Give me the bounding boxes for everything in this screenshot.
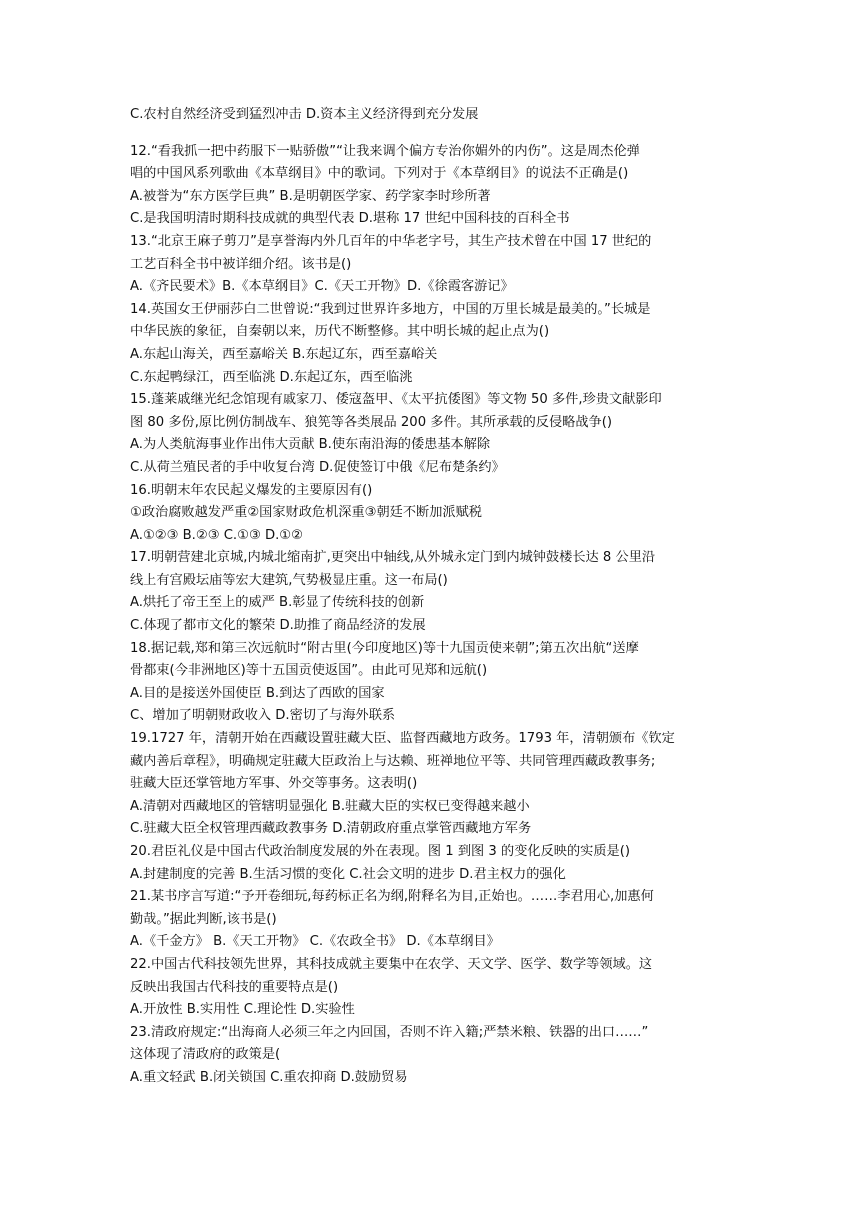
text-line: A.重文轻武 B.闭关锁国 C.重农抑商 D.鼓励贸易 bbox=[130, 1069, 408, 1085]
text-line: 驻藏大臣还掌管地方军事、外交等事务。这表明() bbox=[130, 776, 418, 792]
text-line: 23.清政府规定:“出海商人必须三年之内回国，否则不许入籍;严禁米粮、铁器的出口……” bbox=[130, 1024, 649, 1040]
text-line: 工艺百科全书中被详细介绍。该书是() bbox=[130, 256, 352, 272]
text-line: A.烘托了帝王至上的威严 B.彰显了传统科技的创新 bbox=[130, 595, 425, 611]
text-line: 20.君臣礼仪是中国古代政治制度发展的外在表现。图 1 到图 3 的变化反映的实质是() bbox=[130, 844, 630, 859]
text-line: A.清朝对西藏地区的管辖明显强化 B.驻藏大臣的实权已变得越来越小 bbox=[130, 798, 530, 814]
text-line: A.为人类航海事业作出伟大贡献 B.使东南沿海的倭患基本解除 bbox=[130, 437, 491, 453]
text-line: C.体现了都市文化的繁荣 D.助推了商品经济的发展 bbox=[130, 618, 426, 634]
text-line: 22.中国古代科技领先世界，其科技成就主要集中在农学、天文学、医学、数学等领域。这 bbox=[130, 956, 653, 972]
text-line: A.①②③ B.②③ C.①③ D.①② bbox=[130, 527, 303, 543]
text-line: A.东起山海关，西至嘉峪关 B.东起辽东，西至嘉峪关 bbox=[130, 346, 438, 362]
text-line: 骨都束(今非洲地区)等十五国贡使返国”。由此可见郑和远航() bbox=[130, 663, 488, 679]
text-line: 21.某书序言写道:“予开卷细玩,每药标正名为纲,附释名为目,正始也。……李君用心,加惠何 bbox=[130, 889, 654, 905]
text-line: C、增加了明朝财政收入 D.密切了与海外联系 bbox=[130, 708, 396, 724]
text-line: 14.英国女王伊丽莎白二世曾说:“我到过世界许多地方，中国的万里长城是最美的。”长城是 bbox=[130, 301, 651, 317]
text-line: 18.据记载,郑和第三次远航时“附古里(今印度地区)等十九国贡使来朝”;第五次出航“送摩 bbox=[130, 640, 639, 656]
text-line: C.驻藏大臣全权管理西藏政教事务 D.清朝政府重点掌管西藏地方军务 bbox=[130, 821, 532, 837]
text-line: 16.明朝末年农民起义爆发的主要原因有() bbox=[130, 482, 373, 498]
text-line: 19.1727 年，清朝开始在西藏设置驻藏大臣、监督西藏地方政务。1793 年，清朝颁布《钦定 bbox=[130, 731, 675, 747]
paragraph-gap bbox=[130, 127, 730, 141]
document-page bbox=[130, 104, 730, 1090]
text-line: A.被誉为“东方医学巨典” B.是明朝医学家、药学家李时珍所著 bbox=[130, 188, 491, 204]
text-line: 17.明朝营建北京城,内城北缩南扩,更突出中轴线,从外城永定门到内城钟鼓楼长达 8 公里沿 bbox=[130, 550, 656, 566]
text-line: A.目的是接送外国使臣 B.到达了西欧的国家 bbox=[130, 685, 385, 701]
text-line: ①政治腐败越发严重②国家财政危机深重③朝廷不断加派赋税 bbox=[130, 505, 482, 521]
text-line: 反映出我国古代科技的重要特点是() bbox=[130, 979, 339, 995]
text-line: C.东起鸭绿江，西至临洮 D.东起辽东，西至临洮 bbox=[130, 369, 413, 385]
text-line: 这体现了清政府的政策是( bbox=[130, 1047, 281, 1063]
text-line: C.农村自然经济受到猛烈冲击 D.资本主义经济得到充分发展 bbox=[130, 107, 479, 122]
text-line: 唱的中国风系列歌曲《本草纲目》中的歌词。下列对于《本草纲目》的说法不正确是() bbox=[130, 166, 629, 182]
text-line: 藏内善后章程》，明确规定驻藏大臣政治上与达赖、班禅地位平等、共同管理西藏政教事务; bbox=[130, 753, 656, 769]
text-line: 15.蓬莱戚继光纪念馆现有戚家刀、倭寇盔甲、《太平抗倭图》等文物 50 多件,珍贵文献影印 bbox=[130, 392, 662, 408]
text-line: C.是我国明清时期科技成就的典型代表 D.堪称 17 世纪中国科技的百科全书 bbox=[130, 211, 570, 227]
text-line: 13.“北京王麻子剪刀”是享誉海内外几百年的中华老字号，其生产技术曾在中国 17 世纪的 bbox=[130, 233, 652, 249]
text-line: A.开放性 B.实用性 C.理论性 D.实验性 bbox=[130, 1002, 355, 1018]
text-line: 线上有宫殿坛庙等宏大建筑,气势极显庄重。这一布局() bbox=[130, 572, 448, 588]
text-line: 中华民族的象征，自秦朝以来，历代不断整修。其中明长城的起止点为() bbox=[130, 324, 550, 340]
text-line: A.《齐民要术》B.《本草纲目》C.《天工开物》D.《徐霞客游记》 bbox=[130, 279, 514, 295]
text-line: C.从荷兰殖民者的手中收复台湾 D.促使签订中俄《尼布楚条约》 bbox=[130, 459, 505, 475]
text-line: 图 80 多份,原比例仿制战车、狼筅等各类展品 200 多件。其所承载的反侵略战争() bbox=[130, 414, 613, 430]
text-line: A.《千金方》 B.《天工开物》 C.《农政全书》 D.《本草纲目》 bbox=[130, 934, 500, 950]
text-line: 勤哉。”据此判断,该书是() bbox=[130, 911, 277, 927]
text-line: A.封建制度的完善 B.生活习惯的变化 C.社会文明的进步 D.君主权力的强化 bbox=[130, 866, 566, 882]
text-line: 12.“看我抓一把中药服下一贴骄傲”“让我来调个偏方专治你媚外的内伤”。这是周杰伦弹 bbox=[130, 143, 640, 159]
